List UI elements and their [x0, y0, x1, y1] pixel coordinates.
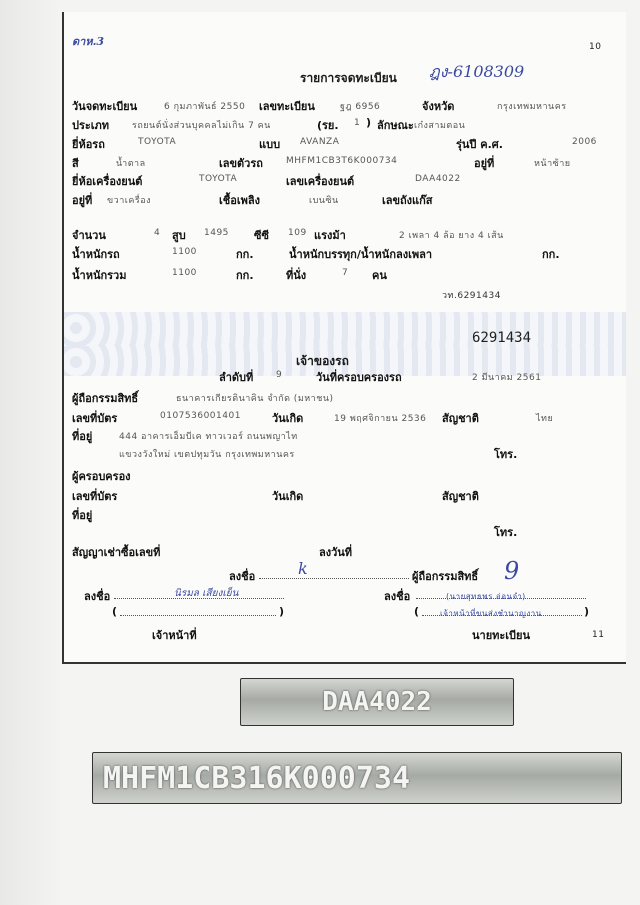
year-label: รุ่นปี ค.ศ.	[456, 138, 503, 151]
rs-value: 1	[354, 118, 361, 128]
reg-date-label: วันจดทะเบียน	[72, 100, 138, 113]
year-value: 2006	[572, 137, 597, 147]
possess-date-label: วันที่ครอบครองรถ	[316, 371, 402, 384]
registrar-title: นายทะเบียน	[472, 629, 531, 642]
id-label: เลขที่บัตร	[72, 412, 118, 425]
possessor-birth-label: วันเกิด	[272, 490, 304, 503]
tel-label: โทร.	[494, 448, 518, 461]
possessor-nation-label: สัญชาติ	[442, 490, 479, 503]
possessor-addr-label: ที่อยู่	[72, 509, 93, 522]
holder-value: ธนาคารเกียรตินาคิน จำกัด (มหาชน)	[176, 394, 334, 404]
model-value: AVANZA	[300, 137, 340, 147]
persons-label: คน	[372, 269, 387, 282]
gross-label: น้ำหนักรวม	[72, 269, 127, 282]
reg-no-value: ฐฎ 6956	[340, 102, 381, 112]
seats-value: 7	[342, 268, 349, 278]
addr-line-2: แขวงวังใหม่ เขตปทุมวัน กรุงเทพมหานคร	[119, 450, 295, 460]
nation-value: ไทย	[536, 414, 554, 424]
rs-close: )	[366, 116, 372, 129]
possessor-tel-label: โทร.	[494, 526, 518, 539]
engine-brand-label: ยี่ห้อเครื่องยนต์	[72, 175, 143, 188]
load-kg: กก.	[542, 248, 560, 261]
holder-sign-line	[259, 578, 409, 579]
type-value: รถยนต์นั่งส่วนบุคคลไม่เกิน 7 คน	[132, 121, 271, 131]
weight-kg: กก.	[236, 248, 254, 261]
seats-label: ที่นั่ง	[286, 269, 307, 282]
nation-label: สัญชาติ	[442, 412, 479, 425]
chassis-at-label: อยู่ที่	[474, 157, 495, 170]
id-value: 0107536001401	[160, 411, 241, 421]
chassis-number-rubbing	[92, 752, 622, 804]
engine-no-label: เลขเครื่องยนต์	[286, 175, 355, 188]
brand-value: TOYOTA	[138, 137, 177, 147]
engine-at-value: ขวาเครื่อง	[107, 196, 151, 206]
style-label: ลักษณะ	[377, 119, 414, 132]
registration-page	[62, 12, 626, 664]
officer-name: นิรมล เสียงเย็น	[174, 588, 239, 599]
color-value: น้ำตาล	[116, 159, 146, 169]
style-value: เก๋งสามตอน	[414, 121, 466, 131]
type-label: ประเภท	[72, 119, 110, 132]
cc-value: 109	[288, 228, 307, 238]
count-value: 4	[154, 228, 161, 238]
addr-line-1: 444 อาคารเอ็มบีเค ทาวเวอร์ ถนนพญาไท	[119, 432, 298, 442]
owner-section-title: เจ้าของรถ	[296, 354, 349, 368]
engine-at-label: อยู่ที่	[72, 194, 93, 207]
security-pattern-band	[64, 312, 626, 346]
model-label: แบบ	[259, 138, 281, 151]
hp-value: 2 เพลา 4 ล้อ ยาง 4 เส้น	[399, 231, 504, 241]
divider-code: 6291434	[472, 330, 532, 346]
holder-label: ผู้ถือกรรมสิทธิ์	[72, 392, 139, 405]
birth-label: วันเกิด	[272, 412, 304, 425]
registrar-subtitle: เจ้าหน้าที่ขนส่งชำนาญงาน	[440, 609, 542, 618]
engine-rubbing-text: DAA4022	[322, 687, 432, 717]
page-number-top: 10	[589, 42, 602, 52]
engine-number-rubbing	[240, 678, 514, 726]
province-label: จังหวัด	[422, 100, 455, 113]
gross-kg: กก.	[236, 269, 254, 282]
reference-number: วท.6291434	[442, 291, 501, 301]
gas-label: เลขถังแก๊ส	[382, 194, 433, 207]
hp-label: แรงม้า	[314, 229, 346, 242]
weight-value: 1100	[172, 247, 197, 257]
page-title: รายการจดทะเบียน	[300, 71, 397, 85]
possessor-id-label: เลขที่บัตร	[72, 490, 118, 503]
province-value: กรุงเทพมหานคร	[497, 102, 567, 112]
load-label: น้ำหนักบรรทุก/น้ำหนักลงเพลา	[289, 248, 433, 261]
engine-no-value: DAA4022	[415, 174, 461, 184]
chassis-value: MHFM1CB3T6K000734	[286, 156, 398, 166]
registrar-paren-open: (	[414, 605, 420, 618]
addr-label: ที่อยู่	[72, 430, 93, 443]
page-fold-shadow	[0, 0, 62, 905]
engine-brand-value: TOYOTA	[199, 174, 238, 184]
fuel-label: เชื้อเพลิง	[219, 194, 260, 207]
reg-no-label: เลขทะเบียน	[259, 100, 315, 113]
brand-label: ยี่ห้อรถ	[72, 138, 105, 151]
registrar-signature-mark: 9	[504, 557, 520, 585]
officer-sign-label: ลงชื่อ	[84, 590, 111, 603]
rs-label: (รย.	[317, 119, 339, 132]
holder-sig-label: ผู้ถือกรรมสิทธิ์	[412, 570, 479, 583]
chassis-at-value: หน้าซ้าย	[534, 159, 571, 169]
cyl-label: สูบ	[172, 229, 186, 242]
corner-code: ดาห.3	[72, 35, 105, 48]
officer-paren-close: )	[279, 605, 285, 618]
holder-sign-label: ลงชื่อ	[229, 570, 256, 583]
order-value: 9	[276, 370, 283, 380]
fuel-value: เบนซิน	[309, 196, 339, 206]
officer-title: เจ้าหน้าที่	[152, 629, 197, 642]
reg-date-value: 6 กุมภาพันธ์ 2550	[164, 102, 246, 112]
page-number-bottom: 11	[592, 630, 605, 640]
officer-paren-open: (	[112, 605, 118, 618]
chassis-label: เลขตัวรถ	[219, 157, 263, 170]
possess-date-value: 2 มีนาคม 2561	[472, 373, 542, 383]
handwritten-id: ฎง-6108309	[429, 62, 525, 81]
cc-label: ซีซี	[254, 229, 269, 242]
possessor-label: ผู้ครอบครอง	[72, 470, 131, 483]
registrar-paren-close: )	[584, 605, 590, 618]
weight-label: น้ำหนักรถ	[72, 248, 120, 261]
holder-signature-mark: k	[298, 559, 308, 578]
officer-paren-line	[120, 615, 276, 616]
gross-value: 1100	[172, 268, 197, 278]
registrar-sign-label: ลงชื่อ	[384, 590, 411, 603]
order-label: ลำดับที่	[219, 371, 254, 384]
count-label: จำนวน	[72, 229, 106, 242]
chassis-rubbing-text: MHFM1CB316K000734	[103, 760, 411, 796]
cyl-value: 1495	[204, 228, 229, 238]
registrar-name: (นายสุทธพร อ่อนจำ)	[446, 592, 526, 601]
lease-label: สัญญาเช่าซื้อเลขที่	[72, 546, 161, 559]
lease-date-label: ลงวันที่	[319, 546, 353, 559]
color-label: สี	[72, 157, 79, 170]
birth-value: 19 พฤศจิกายน 2536	[334, 414, 427, 424]
